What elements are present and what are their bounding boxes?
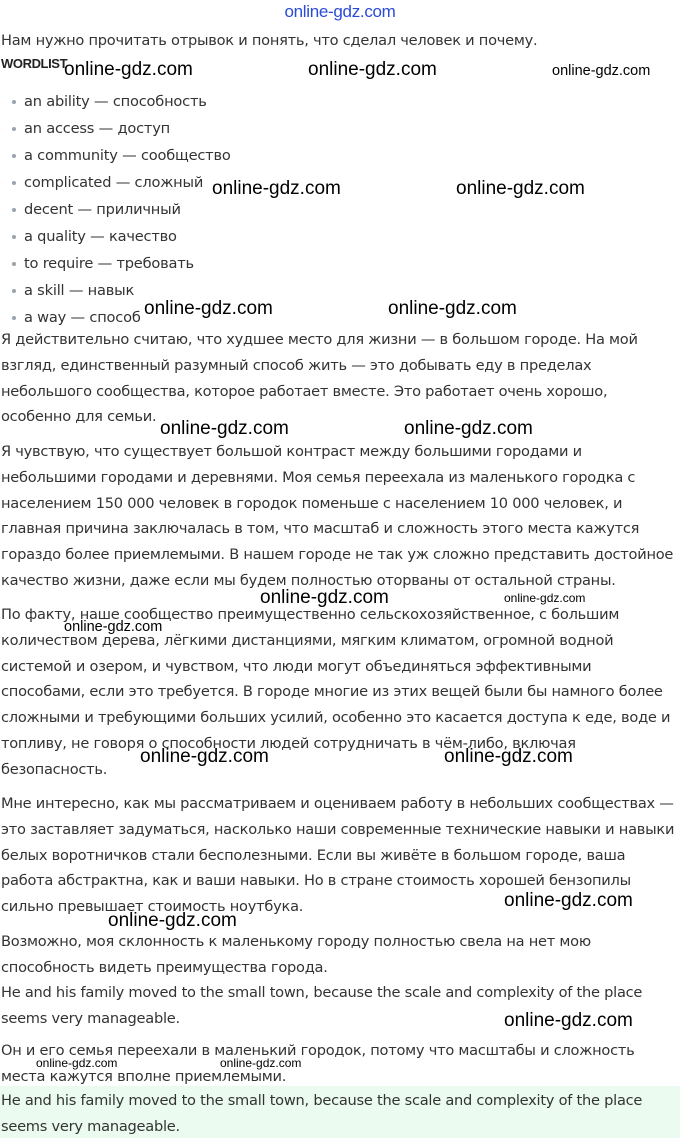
answer-english: He and his family moved to the small town, because the scale and complexity of the place seems very manageable. bbox=[1, 984, 643, 1027]
paragraph: Возможно, моя склонность к маленькому городу полностью свела на нет мою способность видеть преимущества города. bbox=[1, 933, 591, 976]
watermark: online-gdz.com bbox=[140, 746, 269, 767]
wordlist-item: a quality — качество bbox=[12, 223, 231, 250]
watermark: online-gdz.com bbox=[444, 746, 573, 767]
answer-highlighted: He and his family moved to the small town, because the scale and complexity of the place seems very manageable. bbox=[1, 1092, 643, 1135]
watermark: online-gdz.com bbox=[504, 890, 633, 911]
watermark: online-gdz.com bbox=[108, 910, 237, 931]
wordlist-item: complicated — сложный bbox=[12, 169, 231, 196]
wordlist-item: a community — сообщество bbox=[12, 142, 231, 169]
wordlist-item: an ability — способность bbox=[12, 88, 231, 115]
watermark: online-gdz.com bbox=[308, 59, 437, 80]
wordlist-item: decent — приличный bbox=[12, 196, 231, 223]
watermark: online-gdz.com bbox=[144, 298, 273, 319]
watermark: online-gdz.com bbox=[456, 178, 585, 199]
wordlist bbox=[12, 88, 231, 331]
site-title[interactable]: online-gdz.com bbox=[284, 2, 396, 21]
watermark: online-gdz.com bbox=[64, 59, 193, 80]
watermark: online-gdz.com bbox=[552, 63, 651, 79]
paragraph: Я чувствую, что существует большой контраст между большими городами и небольшими городами и деревнями. Моя семья переехала из маленького городка с населением 150 000 человек в городок поменьше с населением 10 000 человек, и главная причина заключалась в том, что масштаб и сложность этого места кажутся гораздо более приемлемыми. В нашем городе не так уж сложно представить достойное качество жизни, даже если мы будем полностью оторваны от остальной страны. bbox=[1, 443, 674, 589]
watermark: online-gdz.com bbox=[220, 1056, 302, 1070]
watermark: online-gdz.com bbox=[36, 1056, 118, 1070]
wordlist-item: to require — требовать bbox=[12, 250, 231, 277]
paragraph: По факту, наше сообщество преимущественно сельскохозяйственное, с большим количеством дерева, лёгкими дистанциями, мягким климатом, огромной водной системой и озером, и чувством, что люди могут объединяться эффективными способами, если это требуется. В городе многие из этих вещей были бы намного более сложными и требующими больших усилий, особенно это касается доступа к еде, воде и топливу, не говоря о способности людей сотрудничать в чём-либо, включая безопасность. bbox=[1, 606, 671, 778]
intro-text: Нам нужно прочитать отрывок и понять, что сделал человек и почему. bbox=[1, 32, 538, 49]
wordlist-heading: WORDLIST bbox=[1, 56, 68, 71]
watermark: online-gdz.com bbox=[260, 587, 389, 608]
watermark: online-gdz.com bbox=[160, 418, 289, 439]
watermark: online-gdz.com bbox=[404, 418, 533, 439]
wordlist-item: an access — доступ bbox=[12, 115, 231, 142]
wordlist-item: a way — способ bbox=[12, 304, 231, 331]
wordlist-item: a skill — навык bbox=[12, 277, 231, 304]
answer-russian: Он и его семья переехали в маленький городок, потому что масштабы и сложность места кажутся вполне приемлемыми. bbox=[1, 1042, 635, 1085]
paragraph: Я действительно считаю, что худшее место для жизни — в большом городе. На мой взгляд, единственный разумный способ жить — это добывать еду в пределах небольшого сообщества, которое работает вместе. Это работает очень хорошо, особенно для семьи. bbox=[1, 331, 638, 426]
watermark: online-gdz.com bbox=[504, 591, 586, 605]
watermark: online-gdz.com bbox=[504, 1010, 633, 1031]
watermark: online-gdz.com bbox=[388, 298, 517, 319]
watermark: online-gdz.com bbox=[64, 619, 163, 635]
paragraph: Мне интересно, как мы рассматриваем и оцениваем работу в небольших сообществах — это заставляет задуматься, насколько наши современные технические навыки и навыки белых воротничков стали бесполезными. Если вы живёте в большом городе, ваша работа абстрактна, как и ваши навыки. Но в стране стоимость хорошей бензопилы сильно превышает стоимость ноутбука. bbox=[1, 795, 675, 916]
watermark: online-gdz.com bbox=[212, 178, 341, 199]
